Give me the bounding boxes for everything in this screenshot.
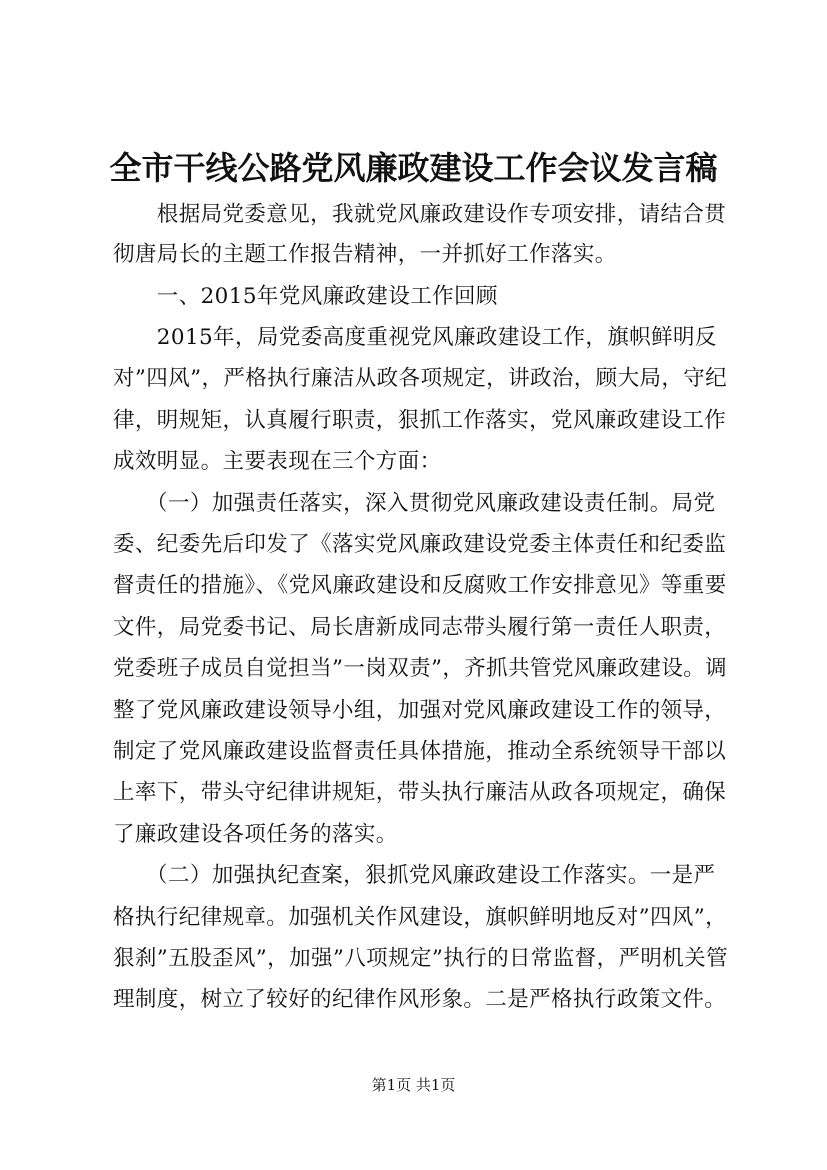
paragraph-line: 制定了党风廉政建设监督责任具体措施，推动全系统领导干部以 <box>113 739 727 764</box>
page-footer: 第1页 共1页 <box>371 1076 456 1094</box>
section-heading: 一、2015年党风廉政建设工作回顾 <box>113 284 498 309</box>
paragraph-line: 根据局党委意见，我就党风廉政建设作专项安排，请结合贯 <box>113 202 727 227</box>
document-title: 全市干线公路党风廉政建设工作会议发言稿 <box>109 149 718 187</box>
paragraph-line: （一）加强责任落实，深入贯彻党风廉政建设责任制。局党 <box>113 491 716 516</box>
paragraph-line: 督责任的措施》、《党风廉政建设和反腐败工作安排意见》等重要 <box>113 573 727 598</box>
paragraph-line: 整了党风廉政建设领导小组，加强对党风廉政建设工作的领导， <box>113 698 727 723</box>
paragraph-line: 上率下，带头守纪律讲规矩，带头执行廉洁从政各项规定，确保 <box>113 780 727 805</box>
paragraph-line: 党委班子成员自觉担当”一岗双责”，齐抓共管党风廉政建设。调 <box>113 656 728 681</box>
paragraph-line: 成效明显。主要表现在三个方面： <box>113 449 442 474</box>
paragraph-line: 律，明规矩，认真履行职责，狠抓工作落实，党风廉政建设工作 <box>113 408 727 433</box>
paragraph-line: 委、纪委先后印发了《落实党风廉政建设党委主体责任和纪委监 <box>113 532 727 557</box>
paragraph-line: 文件，局党委书记、局长唐新成同志带头履行第一责任人职责， <box>113 615 727 640</box>
paragraph-line: 理制度，树立了较好的纪律作风形象。二是严格执行政策文件。 <box>113 987 727 1012</box>
paragraph-line: 狠刹”五股歪风”，加强”八项规定”执行的日常监督，严明机关管 <box>113 946 728 971</box>
paragraph-line: （二）加强执纪查案，狠抓党风廉政建设工作落实。一是严 <box>113 863 716 888</box>
paragraph-line: 对”四风”，严格执行廉洁从政各项规定，讲政治，顾大局，守纪 <box>113 366 728 391</box>
paragraph-line: 彻唐局长的主题工作报告精神，一并抓好工作落实。 <box>113 242 617 267</box>
paragraph-line: 了廉政建设各项任务的落实。 <box>113 822 398 847</box>
paragraph-line: 2015年，局党委高度重视党风廉政建设工作，旗帜鲜明反 <box>113 325 717 350</box>
paragraph-line: 格执行纪律规章。加强机关作风建设，旗帜鲜明地反对”四风”， <box>113 905 728 930</box>
